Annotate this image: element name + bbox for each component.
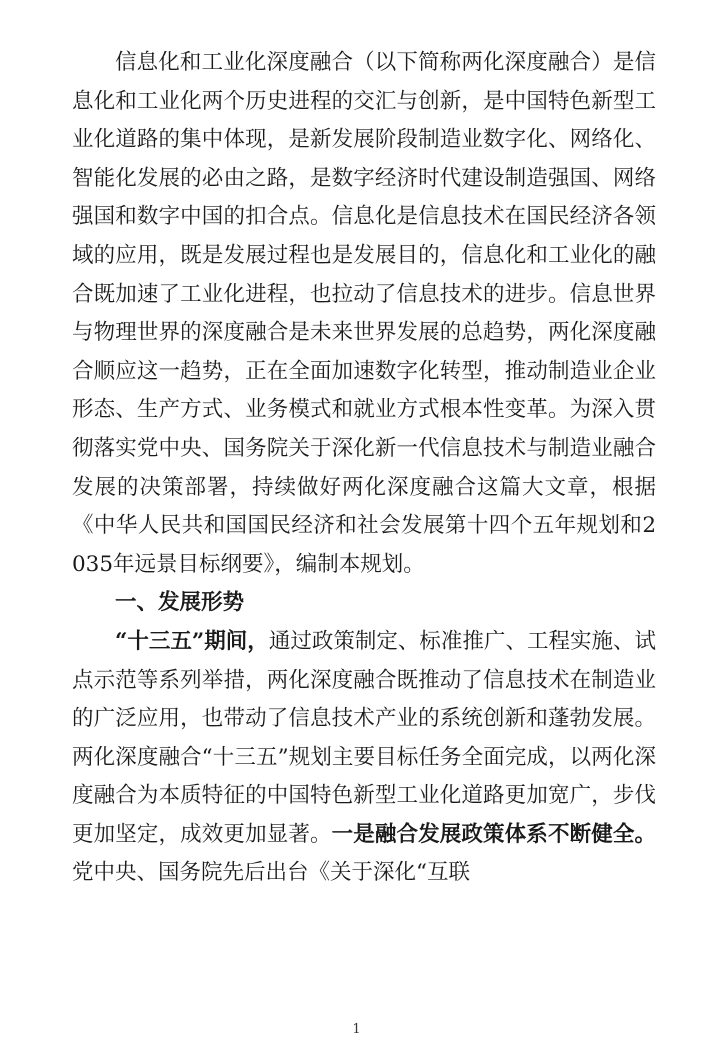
section-paragraph <box>72 623 656 893</box>
document-page <box>72 44 656 893</box>
paragraph-body-text: 通过政策制定、标准推广、工程实施、试点示范等系列举措，两化深度融合既推动了信息技术在制造业的广泛应用，也带动了信息技术产业的系统创新和蓬勃发展。两化深度融合“十三五”规划主要目标任务全面完成，以两化深度融合为本质特征的中国特色新型工业化道路更加宽广，步伐更加坚定，成效更加显著。 <box>72 628 657 847</box>
paragraph-tail-text: 党中央、国务院先后出台《关于深化“互联 <box>72 860 470 886</box>
lead-bold-text: “十三五”期间， <box>115 628 269 654</box>
section-heading: 一、发展形势 <box>115 590 245 616</box>
intro-paragraph: 信息化和工业化深度融合（以下简称两化深度融合）是信息化和工业化两个历史进程的交汇与创新，是中国特色新型工业化道路的集中体现，是新发展阶段制造业数字化、网络化、智能化发展的必由之路，是数字经济时代建设制造强国、网络强国和数字中国的扣合点。信息化是信息技术在国民经济各领域的应用，既是发展过程也是发展目的，信息化和工业化的融合既加速了工业化进程，也拉动了信息技术的进步。信息世界与物理世界的深度融合是未来世界发展的总趋势，两化深度融合顺应这一趋势，正在全面加速数字化转型，推动制造业企业形态、生产方式、业务模式和就业方式根本性变革。为深入贯彻落实党中央、国务院关于深化新一代信息技术与制造业融合发展的决策部署，持续做好两化深度融合这篇大文章，根据《中华人民共和国国民经济和社会发展第十四个五年规划和2035年远景目标纲要》，编制本规划。 <box>72 50 656 577</box>
point-bold-text: 一是融合发展政策体系不断健全。 <box>331 821 656 847</box>
page-number: 1 <box>352 1022 361 1037</box>
